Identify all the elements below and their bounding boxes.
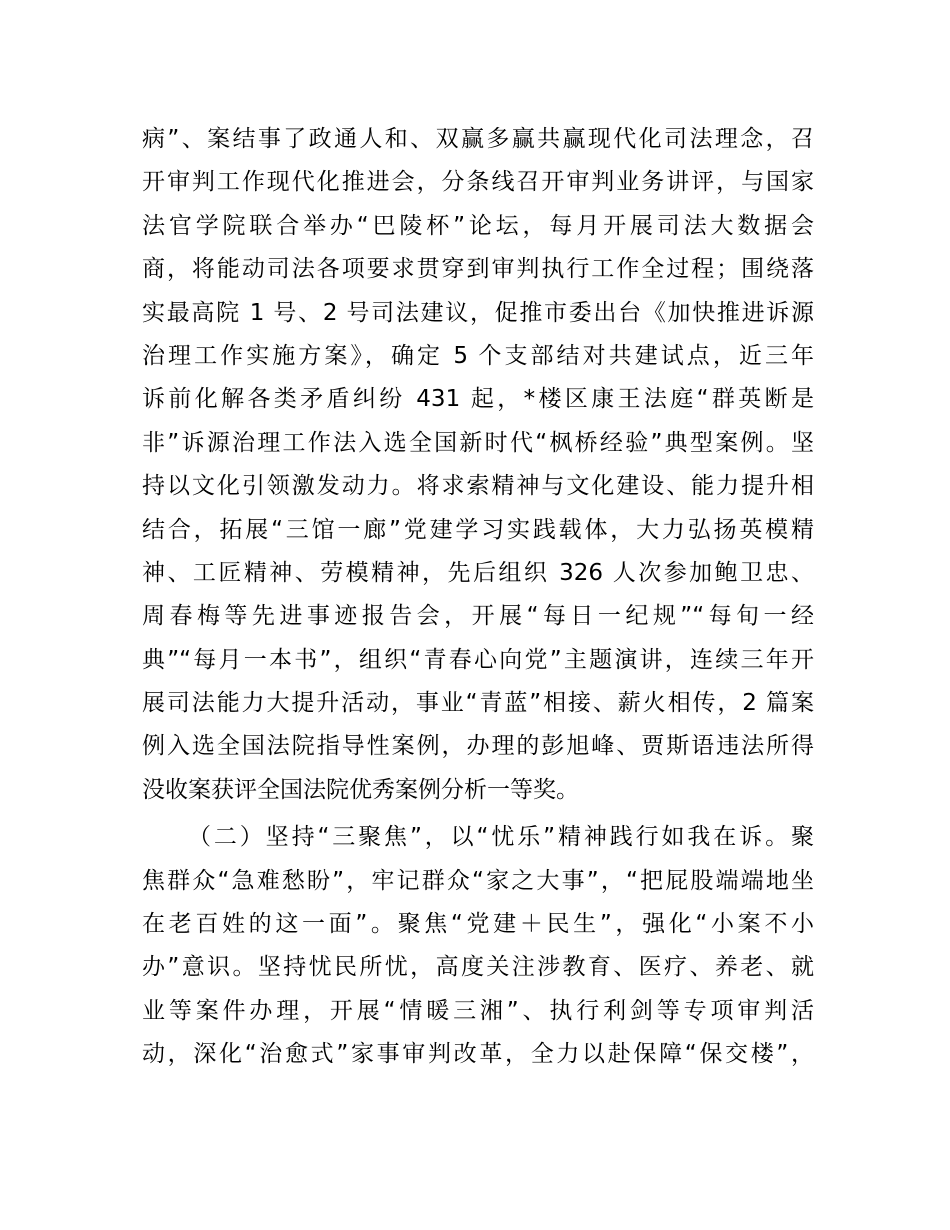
text-line: 实最高院 1 号、2 号司法建议，促推市委出台《加快推进诉源 — [142, 299, 814, 326]
text-line: （二）坚持“三聚焦”，以“忧乐”精神践行如我在诉。聚 — [188, 824, 814, 851]
text-line: 例入选全国法院指导性案例，办理的彭旭峰、贾斯语违法所得 — [142, 733, 814, 760]
text-line: 动，深化“治愈式”家事审判改革，全力以赴保障“保交楼”， — [142, 1041, 814, 1068]
text-line: 神、工匠精神、劳模精神，先后组织 326 人次参加鲍卫忠、 — [142, 559, 814, 586]
text-line: 持以文化引领激发动力。将求索精神与文化建设、能力提升相 — [142, 473, 814, 500]
text-line: 开审判工作现代化推进会，分条线召开审判业务讲评，与国家 — [142, 169, 814, 196]
paragraph-1 — [142, 118, 814, 812]
text-line: 没收案获评全国法院优秀案例分析一等奖。 — [142, 776, 579, 803]
text-line: 典”“每月一本书”，组织“青春心向党”主题演讲，连续三年开 — [142, 646, 814, 673]
text-line: 病”、案结事了政通人和、双赢多赢共赢现代化司法理念，召 — [142, 126, 814, 152]
text-line: 诉前化解各类矛盾纠纷 431 起，*楼区康王法庭“群英断是 — [142, 386, 814, 413]
text-line: 办”意识。坚持忧民所忧，高度关注涉教育、医疗、养老、就 — [142, 954, 814, 981]
text-line: 焦群众“急难愁盼”，牢记群众“家之大事”，“把屁股端端地坐 — [142, 867, 814, 894]
text-line: 展司法能力大提升活动，事业“青蓝”相接、薪火相传，2 篇案 — [142, 690, 814, 717]
text-line: 结合，拓展“三馆一廊”党建学习实践载体，大力弘扬英模精 — [142, 516, 814, 543]
text-line: 商，将能动司法各项要求贯穿到审判执行工作全过程；围绕落 — [142, 256, 814, 283]
document-body — [142, 118, 814, 1077]
text-line: 法官学院联合举办“巴陵杯”论坛，每月开展司法大数据会 — [142, 212, 814, 239]
text-line: 周春梅等先进事迹报告会，开展“每日一纪规”“每旬一经 — [142, 603, 814, 630]
text-line: 业等案件办理，开展“情暖三湘”、执行利剑等专项审判活 — [142, 997, 814, 1024]
text-line: 治理工作实施方案》，确定 5 个支部结对共建试点，近三年 — [142, 342, 814, 369]
text-line: 非”诉源治理工作法入选全国新时代“枫桥经验”典型案例。坚 — [142, 429, 814, 456]
paragraph-2 — [142, 816, 814, 1076]
text-line: 在老百姓的这一面”。聚焦“党建＋民生”，强化“小案不小 — [142, 911, 814, 938]
